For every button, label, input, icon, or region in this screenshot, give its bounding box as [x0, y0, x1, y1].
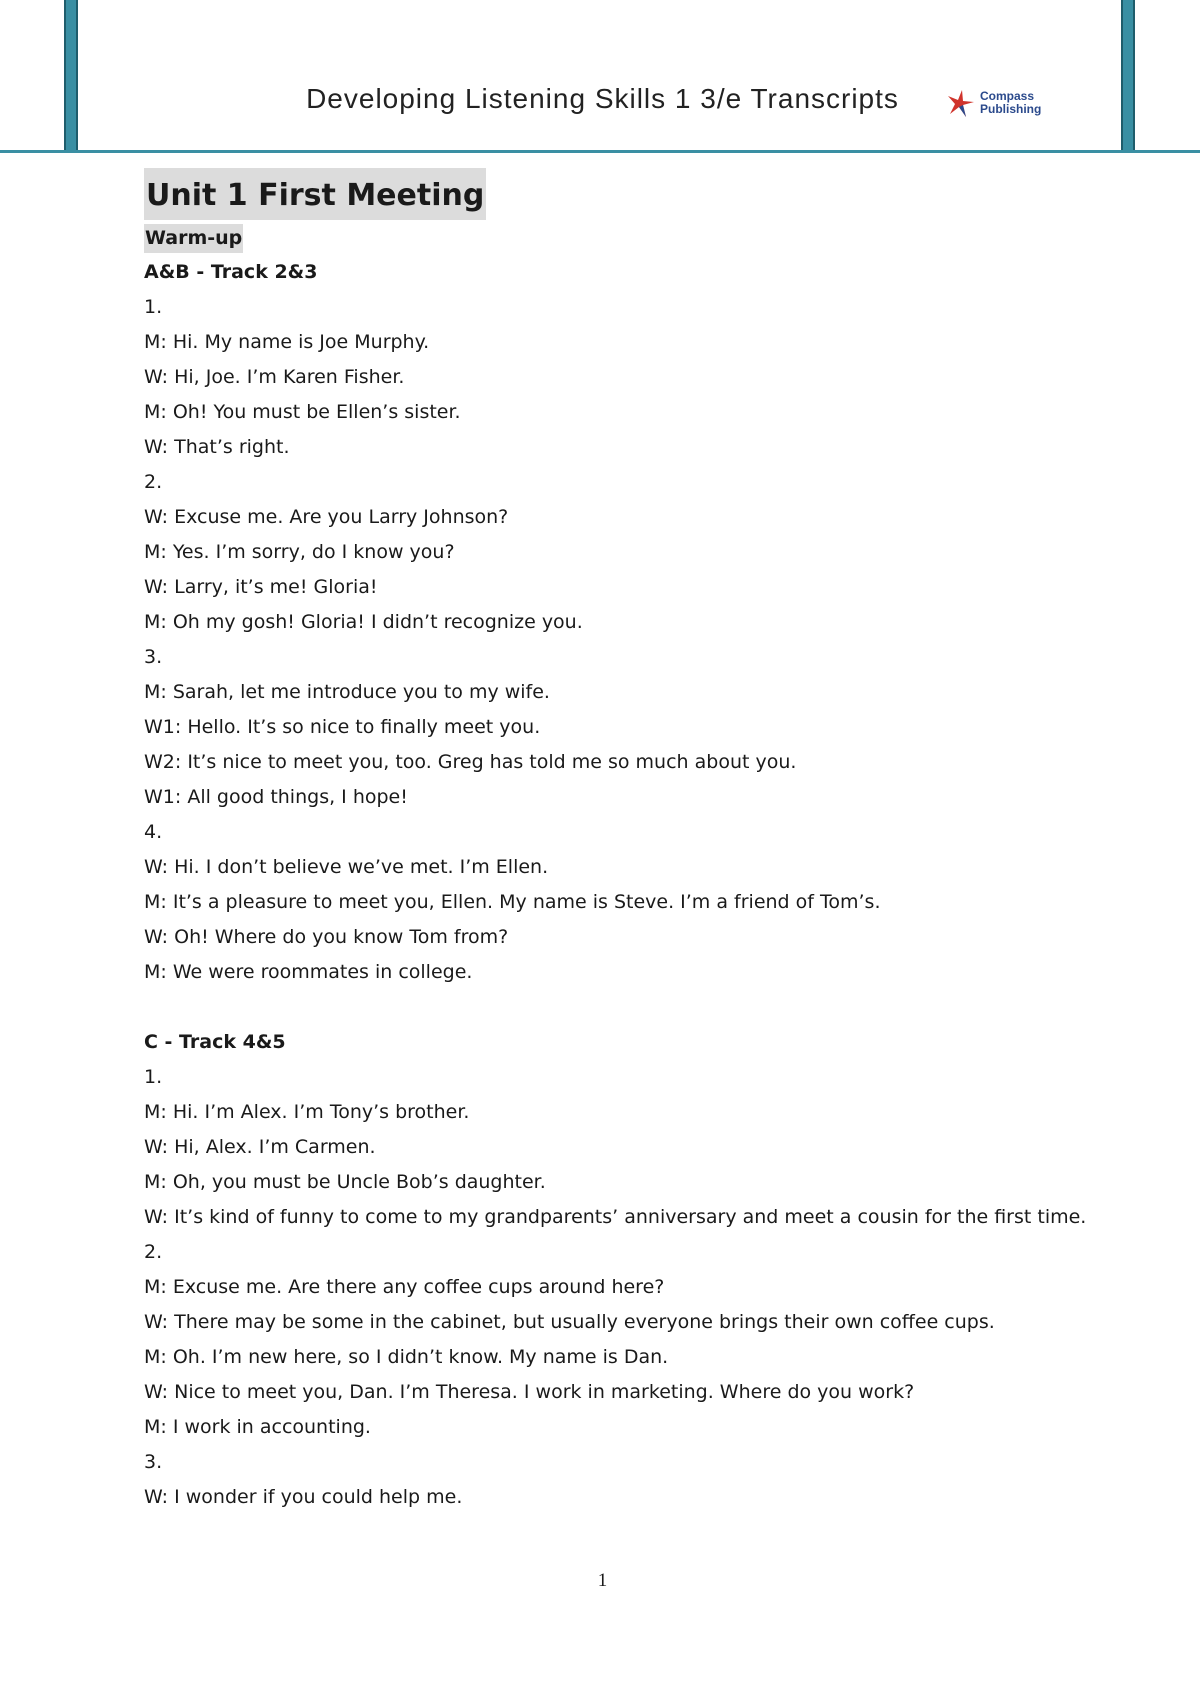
transcript-line: M: Oh my gosh! Gloria! I didn’t recognize you. [144, 611, 583, 633]
transcript-line: M: Sarah, let me introduce you to my wife. [144, 681, 550, 703]
transcript-line: 2. [144, 1241, 163, 1263]
transcript-line: W: It’s kind of funny to come to my grandparents’ anniversary and meet a cousin for the first time. [144, 1206, 1087, 1228]
transcript-line: M: We were roommates in college. [144, 961, 473, 983]
page-number: 1 [597, 1570, 608, 1591]
compass-star-icon [944, 88, 976, 118]
transcript-line: M: Oh, you must be Uncle Bob’s daughter. [144, 1171, 546, 1193]
section-c-lines [144, 1060, 1087, 1515]
transcript-line: 3. [144, 646, 163, 668]
transcript-line: M: I work in accounting. [144, 1416, 371, 1438]
unit-title: Unit 1 First Meeting [144, 168, 486, 220]
transcript-line: W2: It’s nice to meet you, too. Greg has told me so much about you. [144, 751, 797, 773]
transcript-line: M: Oh. I’m new here, so I didn’t know. My name is Dan. [144, 1346, 669, 1368]
transcript-line: M: Excuse me. Are there any coffee cups around here? [144, 1276, 665, 1298]
transcript-line: W: Oh! Where do you know Tom from? [144, 926, 509, 948]
transcript-line: 1. [144, 1066, 163, 1088]
transcript-line: W: There may be some in the cabinet, but usually everyone brings their own coffee cups. [144, 1311, 995, 1333]
transcript-line: W: That’s right. [144, 436, 290, 458]
transcript-line: 4. [144, 821, 163, 843]
transcript-line: W1: All good things, I hope! [144, 786, 408, 808]
header-title: Developing Listening Skills 1 3/e Transcripts [306, 83, 899, 114]
transcript-body [144, 168, 1087, 1515]
transcript-line: W: Larry, it’s me! Gloria! [144, 576, 378, 598]
section-c-heading: C - Track 4&5 [144, 1031, 286, 1053]
logo-line-2: Publishing [980, 102, 1042, 116]
transcript-line: 1. [144, 296, 163, 318]
publisher-logo [944, 86, 1056, 120]
transcript-line: M: It’s a pleasure to meet you, Ellen. My name is Steve. I’m a friend of Tom’s. [144, 891, 881, 913]
transcript-line: 3. [144, 1451, 163, 1473]
header-divider [0, 150, 1200, 153]
transcript-line: W: Excuse me. Are you Larry Johnson? [144, 506, 509, 528]
section-ab-lines [144, 290, 1084, 990]
transcript-line: W: Hi. I don’t believe we’ve met. I’m Ellen. [144, 856, 549, 878]
transcript-line: M: Hi. My name is Joe Murphy. [144, 331, 430, 353]
header-left-bar [64, 0, 78, 152]
transcript-line: W: Hi, Alex. I’m Carmen. [144, 1136, 376, 1158]
transcript-line: W: Nice to meet you, Dan. I’m Theresa. I work in marketing. Where do you work? [144, 1381, 915, 1403]
transcript-line: 2. [144, 471, 163, 493]
transcript-line: M: Yes. I’m sorry, do I know you? [144, 541, 455, 563]
transcript-line: W: I wonder if you could help me. [144, 1486, 463, 1508]
transcript-line: W: Hi, Joe. I’m Karen Fisher. [144, 366, 405, 388]
transcript-line: M: Oh! You must be Ellen’s sister. [144, 401, 461, 423]
transcript-line: W1: Hello. It’s so nice to finally meet you. [144, 716, 541, 738]
transcript-line: M: Hi. I’m Alex. I’m Tony’s brother. [144, 1101, 470, 1123]
section-ab-heading: A&B - Track 2&3 [144, 261, 318, 283]
logo-line-1: Compass [980, 89, 1035, 103]
section-label: Warm-up [144, 224, 243, 253]
header-right-bar [1121, 0, 1135, 152]
